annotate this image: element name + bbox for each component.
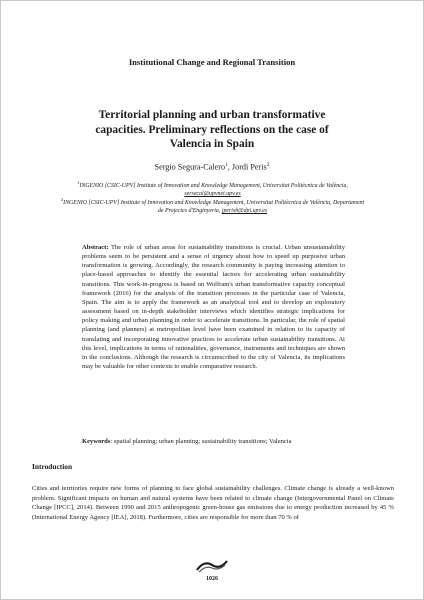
affiliation — [60, 196, 365, 215]
keywords-label: Keywords — [82, 438, 111, 445]
running-head: Institutional Change and Regional Transition — [128, 57, 296, 67]
publisher-logo-icon — [196, 559, 228, 573]
affiliation-text: INGENIO [CSIC-UPV] Institute of Innovation and Knowledge Management, Universitat Politècnica de València, — [79, 182, 348, 189]
abstract-label: Abstract: — [82, 244, 109, 251]
keywords-text: : spatial planning; urban planning; sustainability transitions; Valencia — [110, 438, 292, 445]
author-name: Jordi Peris — [231, 162, 267, 172]
author-email-link[interactable]: sersecal@upvnet.upv.es — [184, 190, 241, 197]
author-affiliation-mark: 2 — [266, 162, 270, 168]
affiliation-mark: 2 — [60, 197, 64, 202]
author-affiliation-mark: 1 — [225, 162, 228, 168]
section-body: Cities and territories require new forms of planning to face global sustainability challenges. Climate change is already a well-known problem. Significant impacts on human and natural systems have been related to climate change (Intergovernmental Panel on Climate Change [IPCC], 2014). Between 1990 and 2015 anthropogenic green-house gas emissions due to energy production increased by 45 % (International Energy Agency [IEA], 2018). Furthermore, cities are responsible for more than 70 % of — [32, 485, 394, 521]
author-email-link[interactable]: jperisb@dpi.upv.es — [221, 207, 268, 214]
page-number: 1026 — [206, 576, 218, 582]
author-name: Sergio Segura-Calero — [154, 162, 226, 172]
paper-title: Territorial planning and urban transformative capacities. Preliminary reflections on the case of Valencia in Spain — [95, 109, 329, 151]
author-line — [0, 162, 424, 172]
abstract-text: The role of urban areas for sustainability transitions is crucial. Urban unsustainability problems seem to be persistent and a sense of urgency about how to speed up purposive urban transformation is growing. Accordingly, the research community is paying increasing attention to place-based approaches to identify the essential factors for accelerating urban sustainability transitions. This work-in-progress is based on Wolfram's urban transformative capacity conceptual framework (2016) for the analysis of the transition processes in the particular case of Valencia, Spain. The aim is to apply the framework as an analytical tool and to develop an exploratory assessment based on in-depth stakeholder interviews which identifies strategic implications for policy making and urban planning in order to accelerate transitions. In particular, the role of spatial planning (and planners) at metropolitan level have been examined in relation to its capacity of translating and incorporating innovative practices to accelerate urban sustainability transitions. At this level, implications in terms of rationalities, governance, instruments and techniques are shown in the conclusions. Although the research is circumscribed to the city of Valencia, its implications may be valuable for other contexts to enable comparative research. — [82, 244, 345, 371]
author-separator: , — [227, 162, 232, 172]
affiliation-text: INGENIO [CSIC-UPV] Institute of Innovation and Knowledge Management, Universitat Politècnica de València, Departament de Projectes d'Enginyeria, — [63, 199, 365, 214]
section-heading: Introduction — [32, 462, 73, 471]
keywords — [82, 437, 345, 446]
affiliation-mark: 1 — [77, 180, 80, 185]
abstract — [82, 243, 345, 371]
